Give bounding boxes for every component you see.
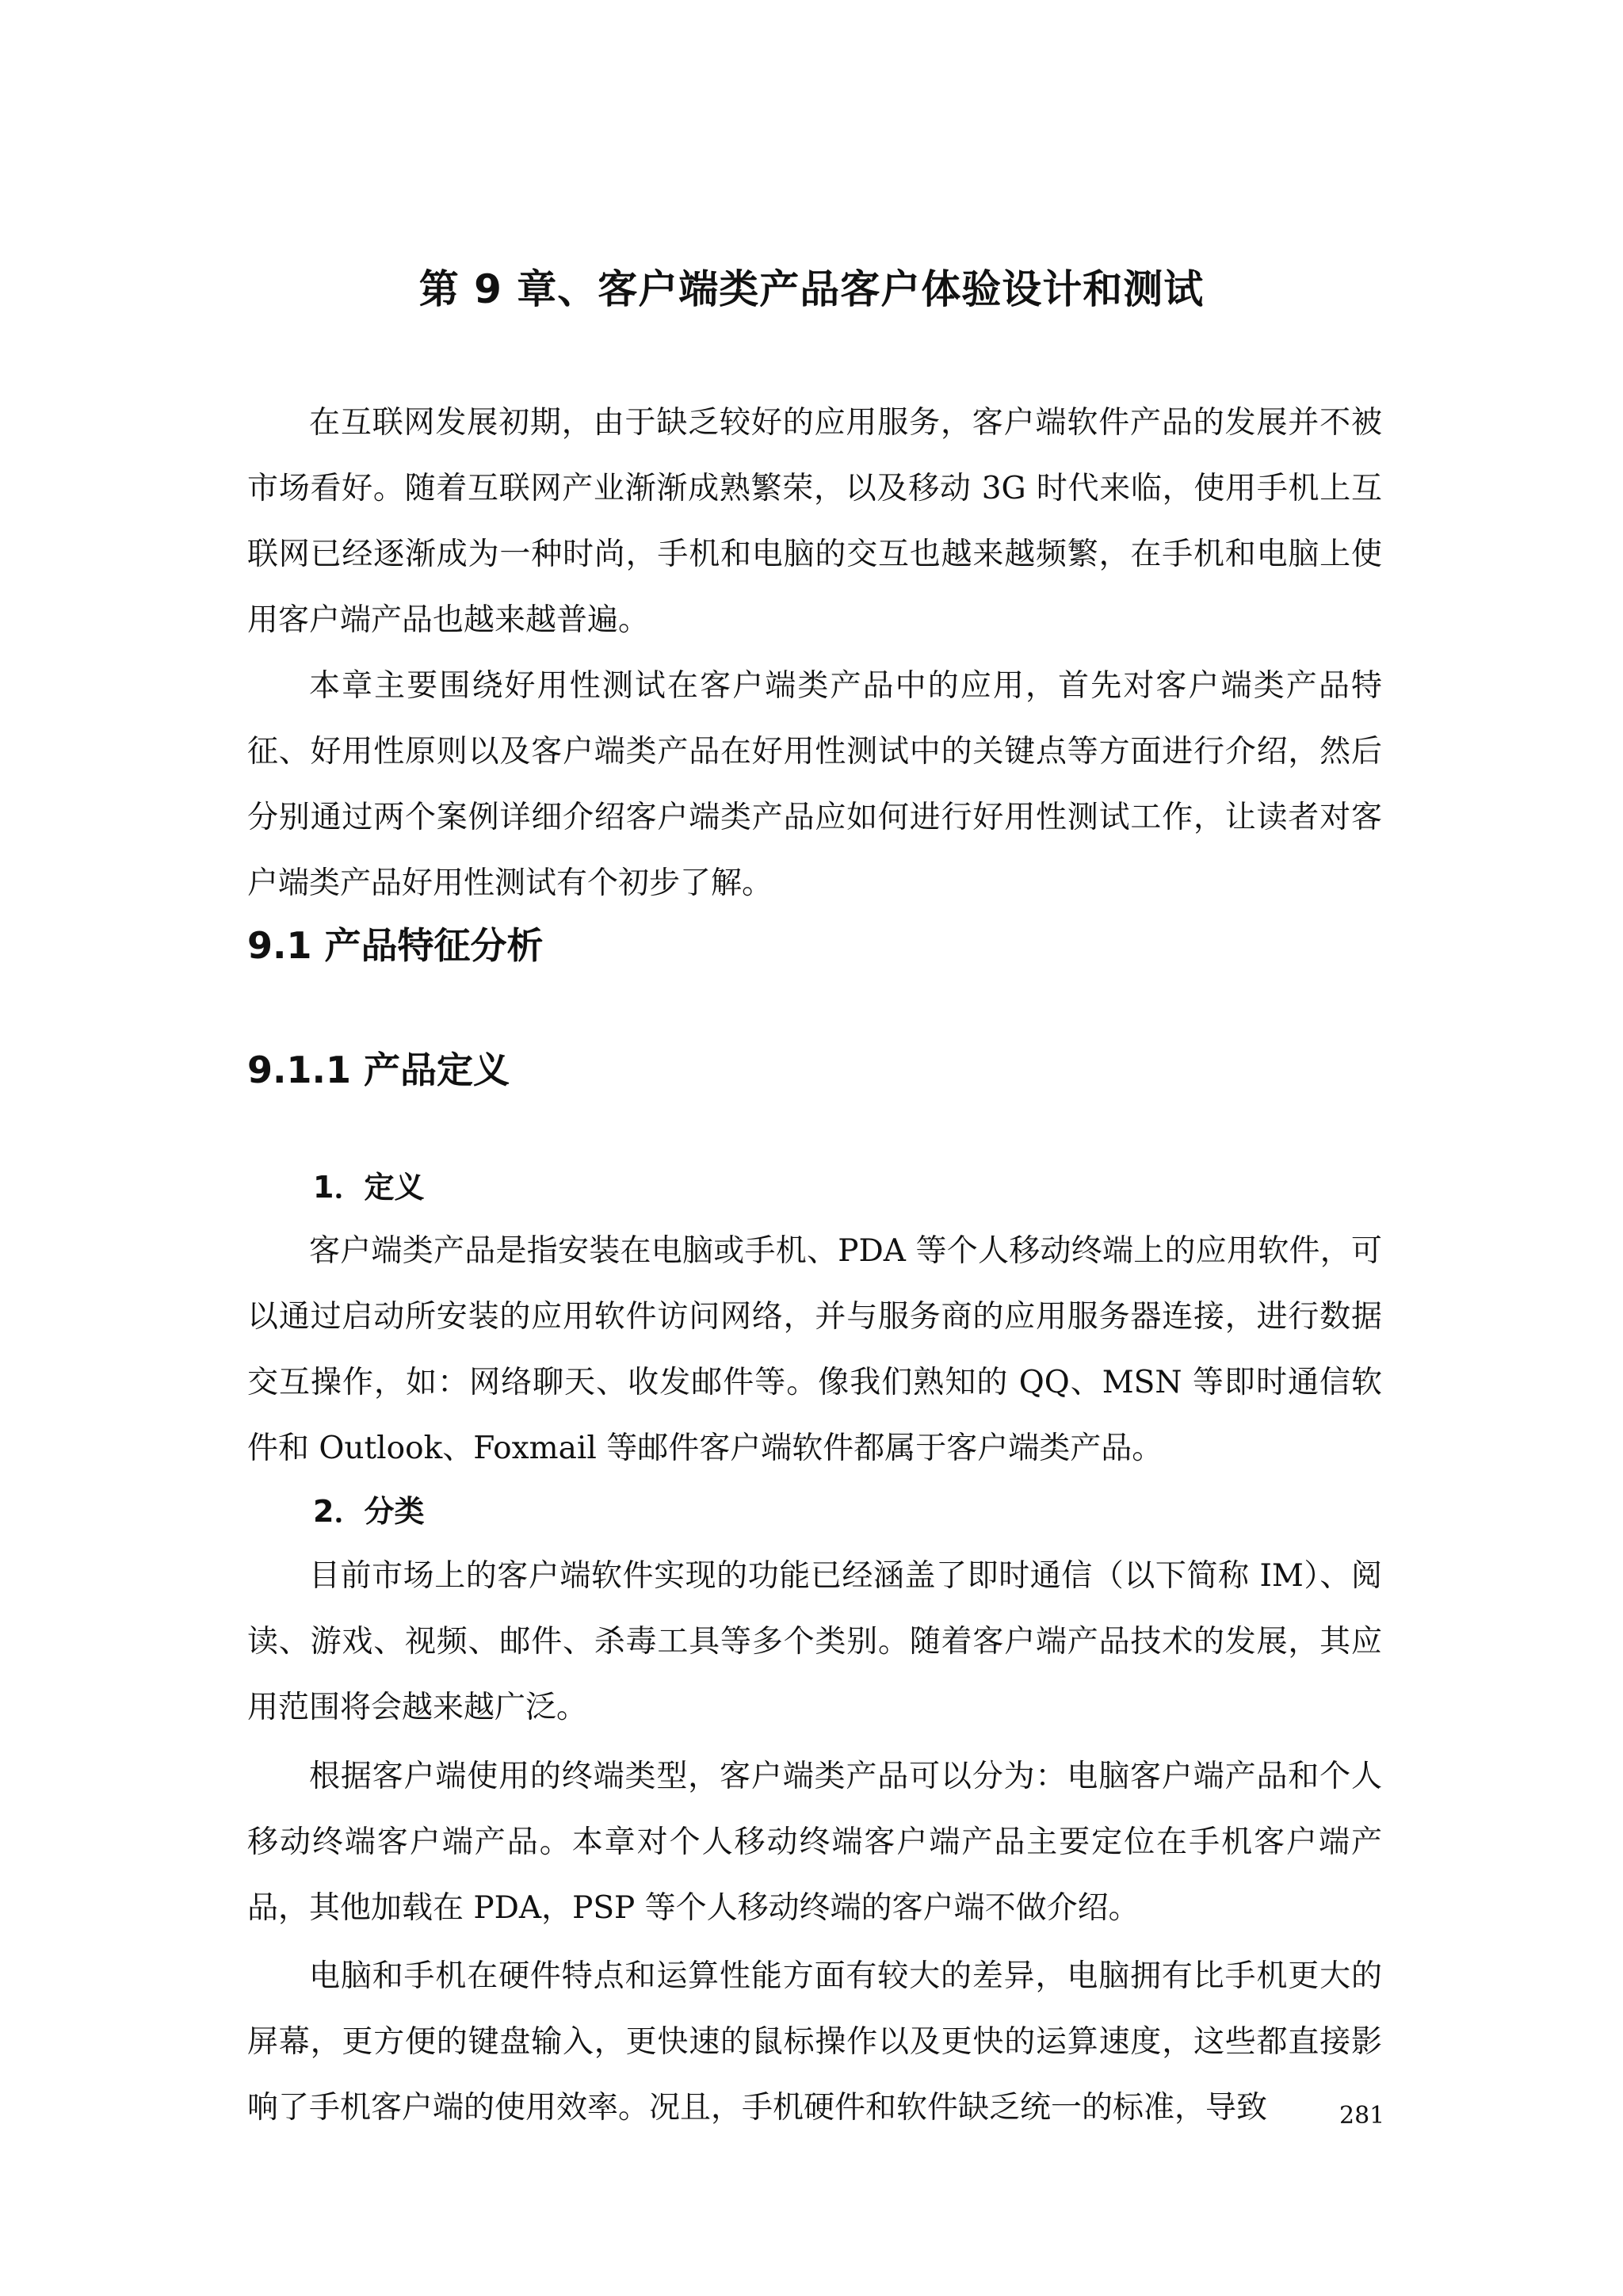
classification-paragraph-2: 根据客户端使用的终端类型，客户端类产品可以分为：电脑客户端产品和个人移动终端客户端产品。本章对个人移动终端客户端产品主要定位在手机客户端产品，其他加载在 PDA，PSP 等个人移动终端的客户端不做介绍。 bbox=[247, 1759, 1382, 1926]
definition-paragraph: 客户端类产品是指安装在电脑或手机、PDA 等个人移动终端上的应用软件，可以通过启动所安装的应用软件访问网络，并与服务商的应用服务器连接，进行数据交互操作，如：网络聊天、收发邮件等。像我们熟知的 QQ、MSN 等即时通信软件和 Outlook、Foxmail 等邮件客户端软件都属于客户端类产品。 bbox=[247, 1233, 1382, 1466]
classification-paragraph-1: 目前市场上的客户端软件实现的功能已经涵盖了即时通信（以下简称 IM）、阅读、游戏、视频、邮件、杀毒工具等多个类别。随着客户端产品技术的发展，其应用范围将会越来越广泛。 bbox=[247, 1558, 1382, 1725]
chapter-title: 第 9 章、客户端类产品客户体验设计和测试 bbox=[418, 266, 1205, 312]
classification-paragraph-3: 电脑和手机在硬件特点和运算性能方面有较大的差异，电脑拥有比手机更大的屏幕，更方便的键盘输入，更快速的鼠标操作以及更快的运算速度，这些都直接影响了手机客户端的使用效率。况且，手机硬件和软件缺乏统一的标准，导致 bbox=[247, 1958, 1382, 2126]
definition-heading: 1．定义 bbox=[313, 1170, 425, 1205]
section-heading-9-1: 9.1 产品特征分析 bbox=[247, 924, 544, 967]
page-number: 281 bbox=[1339, 2102, 1385, 2130]
intro-paragraph-2: 本章主要围绕好用性测试在客户端类产品中的应用，首先对客户端类产品特征、好用性原则以及客户端类产品在好用性测试中的关键点等方面进行介绍，然后分别通过两个案例详细介绍客户端类产品应如何进行好用性测试工作，让读者对客户端类产品好用性测试有个初步了解。 bbox=[247, 668, 1382, 901]
intro-paragraph-1: 在互联网发展初期，由于缺乏较好的应用服务，客户端软件产品的发展并不被市场看好。随着互联网产业渐渐成熟繁荣，以及移动 3G 时代来临，使用手机上互联网已经逐渐成为一种时尚，手机和电脑的交互也越来越频繁，在手机和电脑上使用客户端产品也越来越普遍。 bbox=[247, 405, 1382, 638]
section-heading-9-1-1: 9.1.1 产品定义 bbox=[247, 1049, 510, 1091]
classification-heading: 2．分类 bbox=[313, 1494, 425, 1529]
